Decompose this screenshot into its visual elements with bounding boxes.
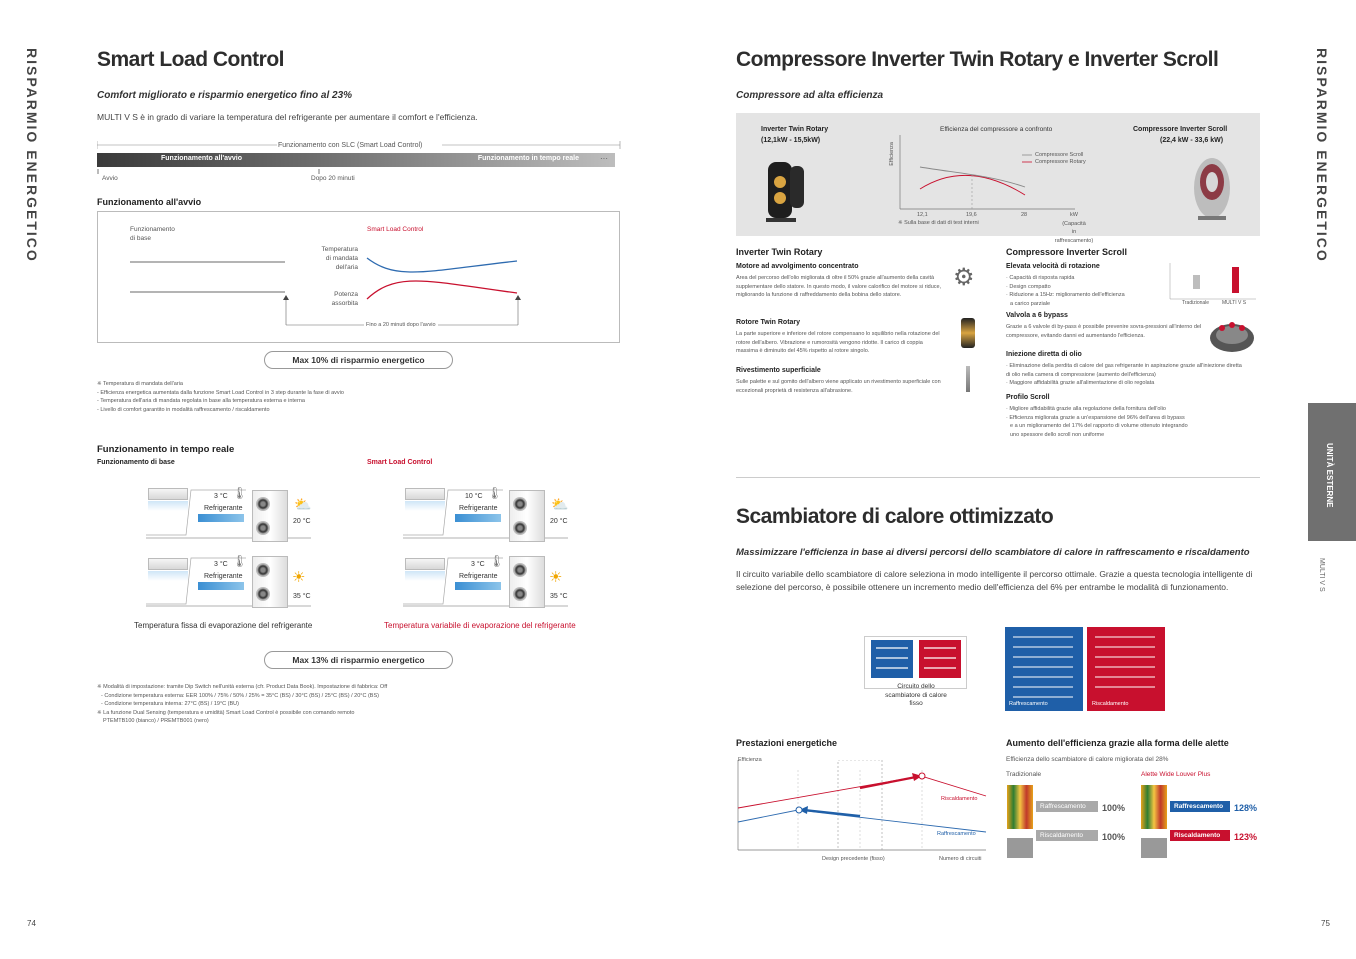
power-label-2: assorbita [331, 300, 358, 307]
comp-chart-title: Efficienza del compressore a confronto [940, 126, 1053, 133]
fin-trad-label: Tradizionale [1006, 771, 1042, 778]
fin-wide-heat-pct: 123% [1234, 832, 1258, 842]
x-tick: 19,6 [966, 212, 977, 218]
legend-scroll: Compressore Scroll [1035, 152, 1084, 158]
realtime-base-label: Funzionamento di base [97, 459, 175, 466]
thermometer-icon: 🌡 [232, 554, 248, 568]
profile-item: uno spessore dello scroll non uniforme [1010, 431, 1105, 438]
evap-temp: 3 °C [214, 493, 228, 500]
x-unit-1: kW [1070, 212, 1078, 218]
fixed-circuit-image [868, 638, 966, 682]
coating-text: Sulle palette e sul gomito dell'albero viene applicato un rivestimento superficiale con eccezionali proprietà di resistenza all'abrasione. [736, 379, 941, 394]
x-unit [1054, 211, 1094, 245]
power-label-1: Potenza [334, 291, 358, 298]
bypass-valve-image [1208, 318, 1256, 354]
note-line: ※ Modalità di impostazione: tramite Dip Switch nell'unità esterna (cfr. Product Data Book). Impostazione di fabbrica: Off [97, 684, 388, 690]
perf-cooling-label: Raffrescamento [937, 831, 976, 837]
temp-label-2: di mandata [325, 255, 358, 262]
base-label-1: Funzionamento [130, 226, 175, 233]
section-vertical-label-right: RISPARMIO ENERGETICO [1314, 48, 1330, 263]
fin-wide-label: Alette Wide Louver Plus [1141, 771, 1211, 778]
fan-icon [513, 563, 527, 577]
bar-label-startup: Funzionamento all'avvio [161, 155, 243, 162]
comp-chart-note: ※ Sulla base di dati di test interni [898, 220, 979, 226]
scroll-heading: Compressore Inverter Scroll [1006, 247, 1128, 257]
fan-icon [256, 497, 270, 511]
fan-icon [256, 521, 270, 535]
tag-heating: Riscaldamento [1089, 700, 1131, 708]
refrigerant-arrow [198, 514, 244, 522]
refrigerant-label: Refrigerante [204, 573, 243, 580]
x-unit-2: (Capacità [1062, 220, 1086, 227]
speed-heading: Elevata velocità di rotazione [1006, 263, 1100, 270]
note-line: ※ Temperatura di mandata dell'aria [97, 381, 183, 387]
note-line: - Condizione temperatura esterna: EER 100% / 75% / 50% / 25% = 35°C (BS) / 30°C (BS) / 25°C (BS) / 20°C (BS) [101, 692, 379, 699]
twin-rotary-name: Inverter Twin Rotary [761, 126, 829, 133]
speed-item: · Capacità di risposta rapida [1006, 275, 1075, 281]
temp-label-1: Temperatura [321, 246, 358, 253]
evap-temp: 10 °C [465, 493, 483, 500]
refrigerant-label: Refrigerante [204, 505, 243, 512]
twin-rotary-compressor-image [760, 152, 812, 232]
x-tick: 28 [1021, 212, 1028, 218]
scenario-slc-20 [403, 480, 573, 544]
oil-list [1006, 362, 1246, 388]
compressor-subtitle: Compressore ad alta efficienza [736, 90, 884, 101]
valve-text: Grazie a 6 valvole di by-pass è possibile prevenire sovra-pressioni all'interno del compressore, evitando danni ed aumentando l'efficienza. [1006, 324, 1202, 339]
perf-x2-label: Numero di circuiti [939, 856, 982, 862]
x-tick: 12,1 [917, 212, 928, 218]
oil-heading: Iniezione diretta di olio [1006, 351, 1082, 358]
perf-ylabel: Efficienza [738, 757, 762, 763]
coating-heading: Rivestimento superficiale [736, 367, 821, 374]
fin-trad-cool-tag: Raffrescamento [1036, 801, 1098, 812]
twin-heading: Inverter Twin Rotary [736, 247, 823, 257]
fin-wide-cool-tag: Raffrescamento [1170, 801, 1230, 812]
hx-intro: Il circuito variabile dello scambiatore di calore seleziona in modo intelligente il percorso ottimale. Grazie a questa tecnologia intelligente di selezione del percorso, è possibile ottenere un incremento medio dell'efficienza del 6% per entrambe le modalità di funzionamento. [736, 569, 1253, 592]
fin-trad-heat-pct: 100% [1102, 832, 1126, 842]
fan-icon [513, 521, 527, 535]
thermometer-icon: 🌡 [487, 486, 503, 500]
bar-label-realtime: Funzionamento in tempo reale [477, 155, 579, 162]
tick-20-min: Dopo 20 minuti [311, 175, 355, 182]
fixed-caption-1: Circuito dello [897, 683, 935, 690]
tab-unita-esterne[interactable] [1308, 403, 1356, 541]
thermometer-icon: 🌡 [489, 554, 505, 568]
fan-icon [513, 497, 527, 511]
fin-wide-image [1141, 785, 1167, 829]
page-title-compressor: Compressore Inverter Twin Rotary e Inverter Scroll [736, 48, 1219, 71]
page-number-left: 74 [27, 919, 36, 928]
saving-10-badge: Max 10% di risparmio energetico [264, 351, 453, 369]
x-unit-3: in raffrescamento) [1054, 229, 1094, 244]
evap-temp: 3 °C [214, 561, 228, 568]
perf-x1-label: Design precedente (fisso) [822, 856, 885, 862]
oil-item: · Maggiore affidabilità grazie all'alimentazione di olio regolata [1006, 380, 1155, 386]
legend-rotary: Compressore Rotary [1035, 159, 1086, 165]
fin-subtitle: Efficienza dello scambiatore di calore migliorata del 28% [1006, 756, 1169, 763]
fan-icon [256, 563, 270, 577]
page-title-hx: Scambiatore di calore ottimizzato [736, 505, 1054, 528]
motor-heading: Motore ad avvolgimento concentrato [736, 263, 859, 270]
scroll-name: Compressore Inverter Scroll [1133, 126, 1228, 133]
fin-wide-heat-tag: Riscaldamento [1170, 830, 1230, 841]
fin-heading: Aumento dell'efficienza grazie alla forma delle alette [1006, 738, 1229, 748]
stator-icon: ⚙ [953, 264, 975, 291]
note-line: - Livello di comfort garantito in modalità raffrescamento / riscaldamento [97, 406, 270, 413]
scenario-base-35 [146, 548, 316, 612]
refrigerant-label: Refrigerante [459, 573, 498, 580]
rotor-image [961, 318, 975, 348]
profile-item: · Efficienza migliorata grazie a un'espansione del 96% dell'area di bypass [1006, 414, 1185, 421]
notes-startup [97, 380, 344, 414]
outdoor-unit [252, 556, 288, 608]
note-line: ※ La funzione Dual Sensing (temperatura e umidità) Smart Load Control è possibile con comando remoto [97, 709, 355, 716]
scroll-curve [920, 167, 1025, 187]
profile-list [1006, 405, 1188, 439]
twin-rotary-range: (12,1kW - 15,5kW) [761, 137, 821, 144]
fin-trad-profile [1007, 838, 1033, 858]
scroll-range: (22,4 kW - 33,6 kW) [1160, 137, 1224, 144]
sun-icon: ☀ [549, 569, 563, 586]
note-line: - Efficienza energetica aumentata dalla funzione Smart Load Control in 3 step durante la fase di avvio [97, 389, 344, 396]
slc-label: Smart Load Control [367, 226, 424, 233]
evap-temp: 3 °C [471, 561, 485, 568]
page-number-right: 75 [1321, 919, 1330, 928]
sun-icon: ☀ [292, 569, 306, 586]
refrigerant-arrow [455, 514, 501, 522]
fan-icon [513, 587, 527, 601]
refrigerant-arrow [198, 582, 244, 590]
slc-phase-bar [97, 153, 615, 167]
speed-item: · Design compatto [1006, 283, 1051, 290]
refrigerant-arrow [455, 582, 501, 590]
mini-label-mvs: MULTI V S [1222, 300, 1247, 306]
tick-start: Avvio [102, 175, 118, 182]
profile-heading: Profilo Scroll [1006, 394, 1050, 401]
until-20-label: Fino a 20 minuti dopo l'avvio [366, 322, 436, 328]
fan-icon [256, 587, 270, 601]
saving-13-badge: Max 13% di risparmio energetico [264, 651, 453, 669]
mini-label-trad: Tradizionale [1182, 300, 1210, 306]
timeline-label: Funzionamento con SLC (Smart Load Control) [278, 142, 423, 149]
fixed-caption-3: fisso [909, 700, 923, 707]
tab-unita-esterne-label: UNITÀ ESTERNE [1325, 443, 1334, 508]
fin-trad-heat-tag: Riscaldamento [1036, 830, 1098, 841]
rotor-heading: Rotore Twin Rotary [736, 319, 801, 326]
notes-realtime [97, 683, 387, 726]
refrigerant-label: Refrigerante [459, 505, 498, 512]
outdoor-unit [509, 556, 545, 608]
profile-item: e a un miglioramento del 17% del rapporto di volume ottenuto integrando [1010, 423, 1188, 429]
fin-wide-profile [1141, 838, 1167, 858]
note-line: - Temperatura dell'aria di mandata regolata in base alla temperatura esterna e interna [97, 398, 305, 404]
temp-label-3: dell'aria [335, 264, 358, 271]
shaft-image [966, 366, 970, 392]
scenario-slc-35 [403, 548, 573, 612]
section-vertical-label-left: RISPARMIO ENERGETICO [24, 48, 40, 263]
scroll-compressor-image [1188, 152, 1240, 224]
thermometer-icon: 🌡 [232, 486, 248, 500]
outdoor-temp: 35 °C [550, 593, 568, 600]
realtime-slc-label: Smart Load Control [367, 459, 433, 466]
fin-trad-cool-pct: 100% [1102, 803, 1126, 813]
slc-subtitle: Comfort migliorato e risparmio energetico fino al 23% [97, 90, 353, 101]
tag-cooling: Raffrescamento [1006, 700, 1051, 708]
fin-trad-image [1007, 785, 1033, 829]
bar-more-dots: ··· [600, 154, 608, 163]
variable-evap-caption: Temperatura variabile di evaporazione del refrigerante [384, 621, 576, 630]
note-line: PTEMTB100 (bianco) / PREMTB001 (nero) [103, 718, 209, 724]
rotor-text: La parte superiore e inferiore del rotore compensano lo squilibrio nella rotazione del rotore dell'albero. Vibrazione e rumorosità vengono ridotte. Il carico di coppia massima è diminuito del 45% rispetto al rotore singolo. [736, 331, 940, 354]
speed-item: a carico parziale [1010, 300, 1051, 307]
motor-text: Area del percorso dell'olio migliorata di oltre il 50% grazie all'aumento della cavità supplementare dello statore. In questo modo, il valore calorifico del motore si riduce, migliorando la funzione di raffreddamento della bobina dello statore. [736, 275, 942, 298]
fixed-circuit-caption [866, 683, 966, 709]
perf-chart [736, 760, 988, 856]
outdoor-temp: 20 °C [550, 518, 568, 525]
speed-list [1006, 274, 1125, 308]
hx-subtitle: Massimizzare l'efficienza in base ai diversi percorsi dello scambiatore di calore in raffrescamento e riscaldamento [736, 547, 1250, 558]
comp-efficiency-chart [895, 135, 1095, 215]
outdoor-unit [509, 490, 545, 542]
fixed-caption-2: scambiatore di calore [885, 691, 947, 699]
startup-curves [97, 211, 620, 343]
cloud-sun-icon: ⛅ [294, 496, 312, 512]
rotary-curve [920, 175, 1025, 195]
fin-wide-cool-pct: 128% [1234, 803, 1258, 813]
cooling-line [738, 810, 986, 832]
speed-item: · Riduzione a 15Hz: miglioramento dell'efficienza [1006, 292, 1125, 298]
perf-heading: Prestazioni energetiche [736, 738, 838, 748]
scenario-base-20 [146, 480, 316, 544]
fixed-evap-caption: Temperatura fissa di evaporazione del refrigerante [134, 621, 313, 630]
tab-multi-v-s[interactable]: MULTI V S [1318, 558, 1325, 592]
outdoor-temp: 20 °C [293, 518, 311, 525]
valve-heading: Valvola a 6 bypass [1006, 312, 1068, 319]
realtime-heading: Funzionamento in tempo reale [97, 444, 235, 455]
profile-item: · Migliore affidabilità grazie alla regolazione della fornitura dell'olio [1006, 406, 1166, 412]
slc-intro: MULTI V S è in grado di variare la temperatura del refrigerante per aumentare il comfort e l'efficienza. [97, 112, 478, 122]
perf-heating-label: Riscaldamento [941, 796, 978, 802]
comp-chart-ylabel: Efficienza [889, 142, 895, 166]
base-label-2: di base [130, 235, 151, 242]
cloud-sun-icon: ⛅ [551, 496, 569, 512]
startup-heading: Funzionamento all'avvio [97, 197, 202, 207]
outdoor-unit [252, 490, 288, 542]
outdoor-temp: 35 °C [293, 593, 311, 600]
note-line: - Condizione temperatura interna: 27°C (BS) / 19°C (BU) [101, 701, 239, 707]
page-title-slc: Smart Load Control [97, 48, 285, 71]
section-divider [736, 477, 1260, 478]
oil-item: · Eliminazione della perdita di calore del gas refrigerante in aspirazione grazie all'iniezione diretta di olio nella camera di compressione (aumento dell'efficienza) [1006, 363, 1242, 378]
